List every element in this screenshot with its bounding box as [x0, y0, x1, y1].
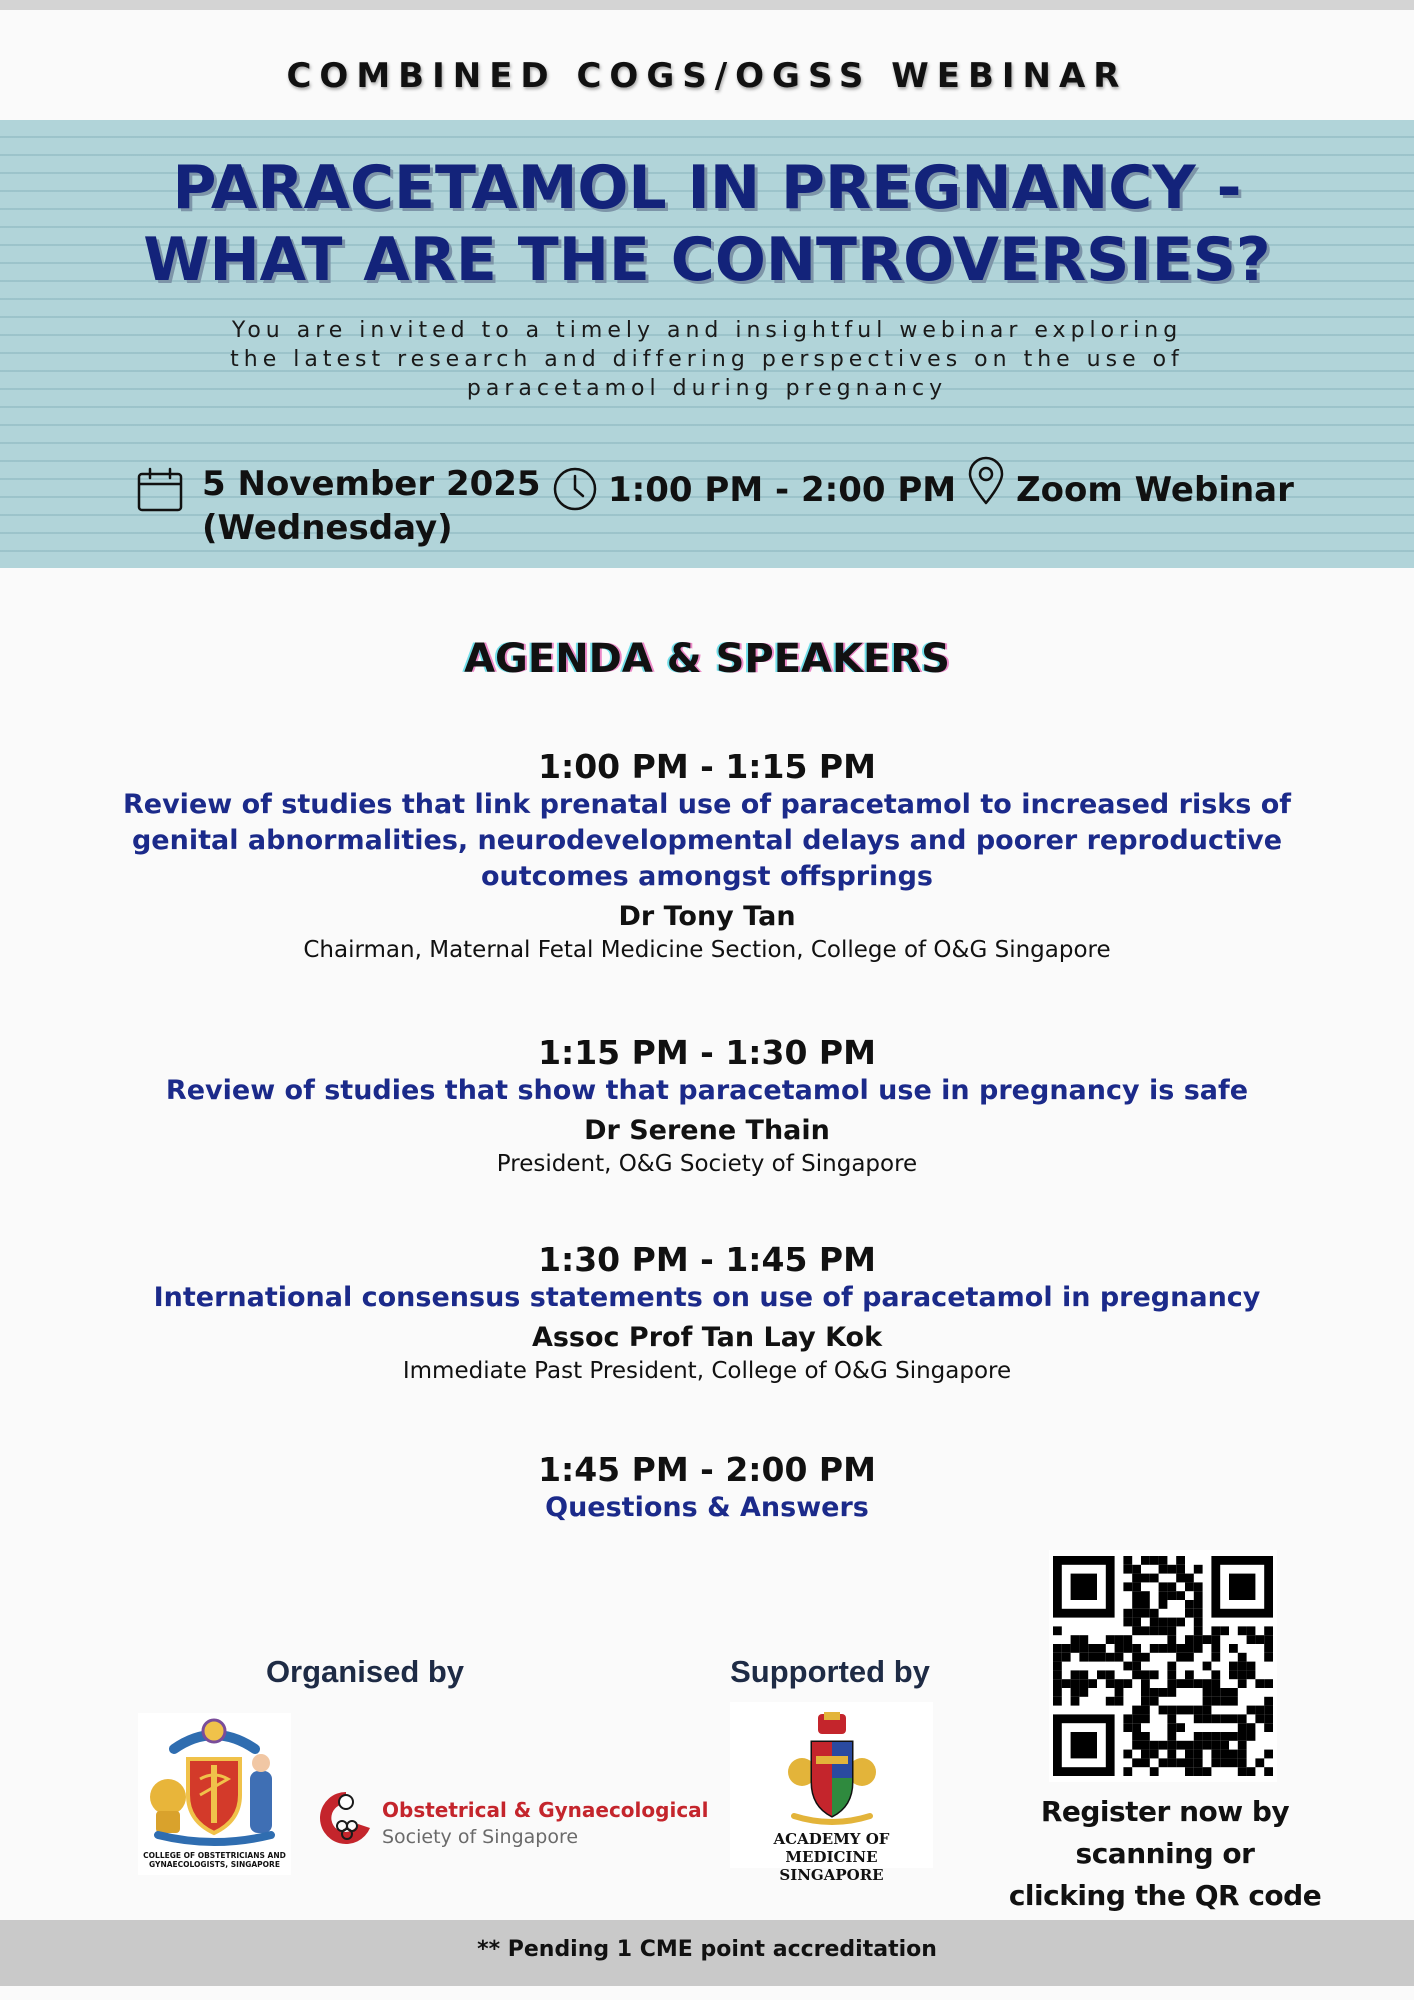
agenda-heading: AGENDA & SPEAKERS: [464, 636, 950, 682]
invitation-text: [170, 316, 1244, 403]
page-title-line-2: WHAT ARE THE CONTROVERSIES?: [143, 225, 1271, 295]
organised-by-label: Organised by: [265, 1654, 465, 1689]
invitation-line-1: You are invited to a timely and insightful webinar exploring: [231, 318, 1183, 343]
page-title-line-1: PARACETAMOL IN PREGNANCY -: [172, 153, 1242, 223]
agenda-session-4: [100, 1450, 1314, 1526]
ogss-name-line-2: Society of Singapore: [382, 1826, 579, 1848]
session-topic: [100, 1490, 1314, 1526]
cogs-logo: [138, 1713, 291, 1875]
register-line-2: clicking the QR code: [1008, 1879, 1322, 1912]
session-time: 1:00 PM - 1:15 PM: [538, 747, 876, 786]
supported-by-label: Supported by: [730, 1654, 930, 1689]
ams-caption-line-1: ACADEMY OF MEDICINE: [773, 1830, 890, 1866]
agenda-session-1: [100, 747, 1314, 965]
session-time: 1:45 PM - 2:00 PM: [538, 1450, 876, 1489]
session-topic-line: Questions & Answers: [545, 1492, 869, 1523]
register-line-1: Register now by scanning or: [1040, 1795, 1290, 1870]
session-speaker-role: President, O&G Society of Singapore: [496, 1151, 918, 1177]
location-pin-icon: [966, 456, 1006, 506]
ogss-logo: [318, 1782, 709, 1862]
page-title: [0, 152, 1414, 296]
cme-accreditation-note: ** Pending 1 CME point accreditation: [477, 1937, 937, 1962]
ams-crest-icon: [786, 1712, 878, 1826]
agenda-session-3: [100, 1240, 1314, 1386]
session-time: 1:15 PM - 1:30 PM: [538, 1033, 876, 1072]
ams-caption-line-2: SINGAPORE: [779, 1866, 884, 1884]
session-speaker-role: Chairman, Maternal Fetal Medicine Section, College of O&G Singapore: [303, 937, 1111, 963]
ams-caption: [730, 1830, 933, 1884]
session-topic: [100, 1073, 1314, 1109]
session-topic-line: Review of studies that show that paracetamol use in pregnancy is safe: [165, 1075, 1249, 1106]
session-speaker: Dr Tony Tan: [618, 901, 796, 932]
session-speaker: Assoc Prof Tan Lay Kok: [531, 1322, 883, 1353]
calendar-icon: [136, 466, 184, 514]
event-time-text: 1:00 PM - 2:00 PM: [608, 470, 957, 510]
session-topic: [100, 1280, 1314, 1316]
session-topic-line: genital abnormalities, neurodevelopmental delays and poorer reproductive: [131, 825, 1283, 856]
cogs-caption: COLLEGE OF OBSTETRICIANS AND GYNAECOLOGISTS, SINGAPORE: [143, 1851, 286, 1869]
invitation-line-2: the latest research and differing perspectives on the use of: [230, 347, 1184, 372]
webinar-label: COMBINED COGS/OGSS WEBINAR: [286, 56, 1128, 96]
top-strip: [0, 0, 1414, 10]
invitation-line-3: paracetamol during pregnancy: [466, 376, 948, 401]
registration-qr-code[interactable]: [1049, 1550, 1277, 1782]
register-instruction: [970, 1791, 1360, 1917]
session-speaker-role: Immediate Past President, College of O&G Singapore: [402, 1358, 1012, 1384]
agenda-session-2: [100, 1033, 1314, 1179]
session-topic-line: outcomes amongst offsprings: [481, 861, 933, 892]
session-time: 1:30 PM - 1:45 PM: [538, 1240, 876, 1279]
ogss-emblem-icon: [318, 1788, 374, 1848]
academy-of-medicine-logo: [730, 1702, 933, 1884]
event-venue-text: Zoom Webinar: [1016, 470, 1294, 510]
clock-icon: [552, 466, 598, 512]
session-topic: [100, 787, 1314, 895]
ogss-name-line-1: Obstetrical & Gynaecological: [382, 1798, 709, 1822]
event-day-text: (Wednesday): [202, 508, 453, 548]
cogs-crest-icon: [138, 1713, 291, 1851]
session-topic-line: Review of studies that link prenatal use of paracetamol to increased risks of: [122, 789, 1291, 820]
session-topic-line: International consensus statements on use of paracetamol in pregnancy: [153, 1282, 1261, 1313]
session-speaker: Dr Serene Thain: [584, 1115, 830, 1146]
qr-code-icon[interactable]: [1053, 1556, 1273, 1776]
event-date-text: 5 November 2025: [202, 464, 541, 504]
